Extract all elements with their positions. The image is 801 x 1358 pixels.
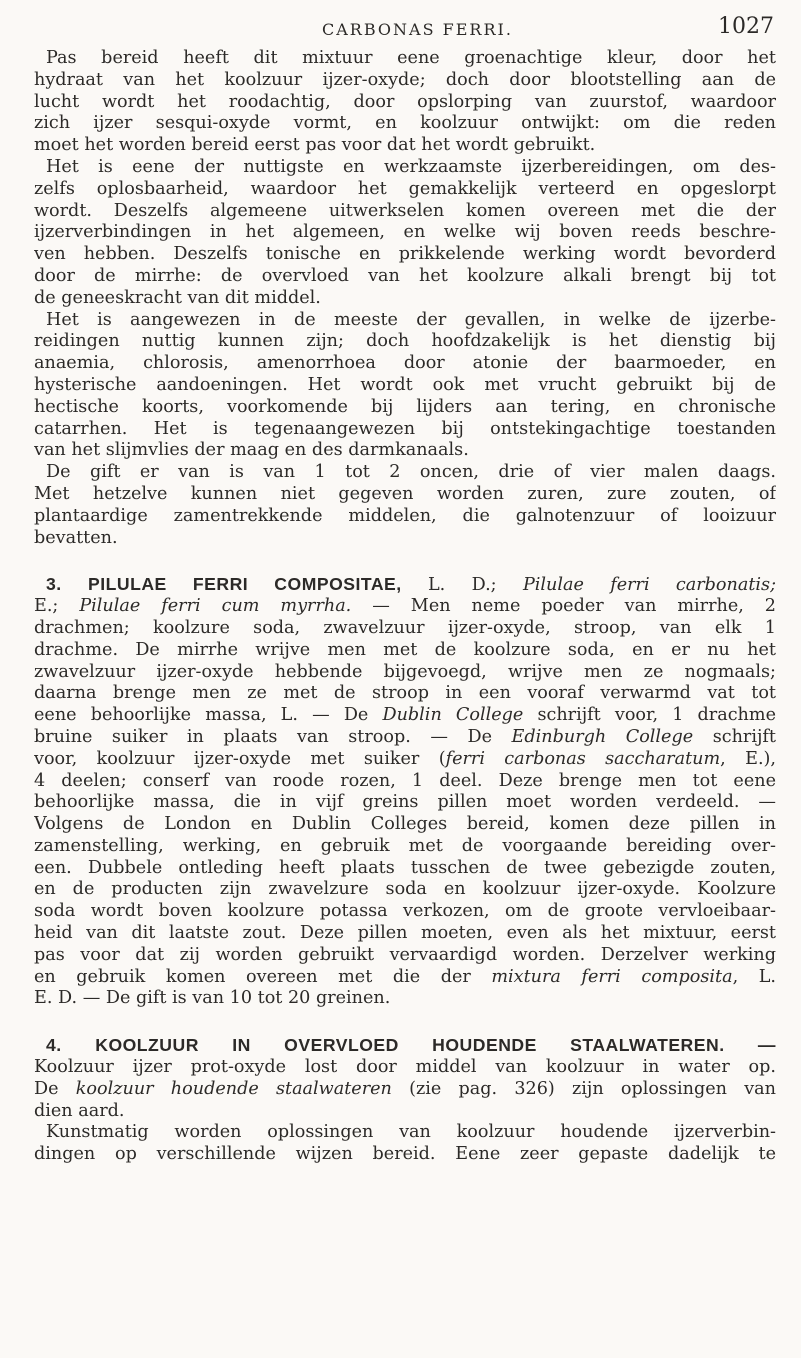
text-line [34, 967, 776, 989]
text-run: , E.), [720, 748, 776, 769]
text-line: hydraat van het koolzuur ijzer-oxyde; doch door blootstelling aan de [34, 69, 776, 90]
paragraph [34, 157, 776, 310]
text-line: E. D. — De gift is van 10 tot 20 greinen. [34, 988, 391, 1009]
book-page [34, 14, 776, 1344]
text-line: moet het worden bereid eerst pas voor dat het wordt gebruikt. [34, 135, 596, 156]
latin-name: mixtura ferri composita [491, 966, 733, 987]
text-line: heid van dit laatste zout. Deze pillen moeten, even als het mixtuur, eerst [34, 923, 776, 944]
section-number: 3. [46, 574, 62, 595]
text-line: zich ijzer sesqui-oxyde vormt, en koolzuur ontwijkt: om die reden [34, 113, 776, 134]
text-line: lucht wordt het roodachtig, door opslorping van zuurstof, waardoor [34, 91, 776, 112]
section-title: PILULAE FERRI COMPOSITAE, [88, 574, 402, 595]
text-line: anaemia, chlorosis, amenorrhoea door atonie der baarmoeder, en [34, 353, 776, 374]
text-line: hysterische aandoeningen. Het wordt ook met vrucht gebruikt bij de [34, 374, 776, 395]
text-line [34, 705, 776, 727]
section-heading-line [34, 574, 776, 596]
section-heading-line [34, 1035, 776, 1057]
section-title: KOOLZUUR IN OVERVLOED HOUDENDE STAALWATEREN. — [95, 1035, 776, 1056]
pharmacopoeia-source: E.; [34, 596, 59, 617]
paragraph [34, 462, 776, 549]
text-line: van het slijmvlies der maag en des darmkanaals. [34, 440, 469, 461]
pharmacopoeia-source: L. D.; [428, 575, 497, 596]
text-run: voor, koolzuur ijzer-oxyde met suiker ( [34, 748, 446, 769]
paragraph [34, 48, 776, 157]
text-run: schrijft [712, 726, 776, 747]
text-line: drachme. De mirrhe wrijve men met de koolzure soda, en er nu het [34, 639, 776, 660]
text-line: pas voor dat zij worden gebruikt vervaardigd worden. Derzelver werking [34, 944, 776, 965]
text-run: en gebruik komen overeen met die der [34, 966, 471, 987]
alternative-name: Pilulae ferri cum myrrha. [79, 596, 352, 617]
text-line: zwavelzuur ijzer-oxyde hebbende bijgevoegd, wrijve men ze nogmaals; [34, 661, 776, 682]
running-head [34, 14, 776, 48]
latin-name: ferri carbonas saccharatum [445, 748, 721, 769]
text-line: plantaardige zamentrekkende middelen, die galnotenzuur of looizuur [34, 505, 776, 526]
text-line: behoorlijke massa, die in vijf greins pillen moet worden verdeeld. — [34, 792, 776, 813]
section-number: 4. [46, 1035, 62, 1056]
section-pilulae-ferri-compositae [34, 574, 776, 1010]
text-line: dingen op verschillende wijzen bereid. Eene zeer gepaste dadelijk te [34, 1144, 776, 1165]
text-run: bruine suiker in plaats van stroop. — De [34, 726, 492, 747]
text-line [34, 1079, 776, 1101]
college-name: Edinburgh College [511, 726, 694, 747]
text-line: soda wordt boven koolzure potassa verkozen, om de groote vervloeibaar- [34, 901, 776, 922]
text-line: zamenstelling, werking, en gebruik met de voorgaande bereiding over- [34, 835, 776, 856]
text-line: De gift er van is van 1 tot 2 oncen, drie of vier malen daags. [46, 462, 776, 483]
text-line: 4 deelen; conserf van roode rozen, 1 deel. Deze brenge men tot eene [34, 770, 776, 791]
text-line: de geneeskracht van dit middel. [34, 287, 321, 308]
text-line: bevatten. [34, 527, 118, 548]
text-line: een. Dubbele ontleding heeft plaats tusschen de twee gebezigde zouten, [34, 857, 776, 878]
text-line: Pas bereid heeft dit mixtuur eene groenachtige kleur, door het [46, 48, 776, 68]
page-number: 1027 [718, 14, 774, 39]
text-line [34, 596, 776, 618]
alternative-name: Pilulae ferri carbonatis; [522, 575, 776, 596]
section-koolzuur-staalwateren [34, 1035, 776, 1166]
text-run: , L. [732, 966, 776, 987]
text-line: Het is eene der nuttigste en werkzaamste ijzerbereidingen, om des- [46, 156, 776, 177]
text-line: zelfs oplosbaarheid, waardoor het gemakkelijk verteerd en opgeslorpt [34, 178, 776, 199]
text-line: ijzerverbindingen in het algemeen, en welke wij boven reeds beschre- [34, 222, 776, 243]
text-line: door de mirrhe: de overvloed van het koolzure alkali brengt bij tot [34, 265, 776, 286]
text-line [34, 749, 776, 771]
running-title: CARBONAS FERRI. [322, 20, 513, 39]
paragraph [34, 310, 776, 463]
text-line: en de producten zijn zwavelzure soda en koolzuur ijzer-oxyde. Koolzure [34, 879, 776, 900]
text-line: Met hetzelve kunnen niet gegeven worden zuren, zure zouten, of [34, 483, 776, 504]
text-line [34, 727, 776, 749]
text-run: schrijft voor, 1 drachme [537, 705, 776, 726]
text-line: reidingen nuttig kunnen zijn; doch hoofdzakelijk is het dienstig bij [34, 331, 776, 352]
text-run: eene behoorlijke massa, L. — De [34, 705, 369, 726]
text-line: Kunstmatig worden oplossingen van koolzuur houdende ijzerverbin- [46, 1122, 776, 1143]
text-line: ven hebben. Deszelfs tonische en prikkelende werking wordt bevorderd [34, 244, 776, 265]
text-run: (zie pag. 326) zijn oplossingen van [409, 1078, 776, 1099]
text-line: daarna brenge men ze met de stroop in een vooraf verwarmd vat tot [34, 683, 776, 704]
text-line: Het is aangewezen in de meeste der gevallen, in welke de ijzerbe- [46, 309, 776, 330]
text-line: hectische koorts, voorkomende bij lijders aan tering, en chronische [34, 396, 776, 417]
text-run: De [34, 1078, 59, 1099]
text-line: wordt. Deszelfs algemeene uitwerkselen komen overeen met die der [34, 200, 776, 221]
text-run: — Men neme poeder van mirrhe, 2 [372, 596, 776, 617]
section-spacer [34, 1010, 776, 1035]
text-line: catarrhen. Het is tegenaangewezen bij ontstekingachtige toestanden [34, 418, 776, 439]
text-line: dien aard. [34, 1100, 125, 1121]
text-line: drachmen; koolzure soda, zwavelzuur ijzer-oxyde, stroop, van elk 1 [34, 617, 776, 638]
text-line: Koolzuur ijzer prot-oxyde lost door middel van koolzuur in water op. [34, 1057, 776, 1078]
italic-phrase: koolzuur houdende staalwateren [75, 1078, 392, 1099]
college-name: Dublin College [382, 705, 524, 726]
section-spacer [34, 549, 776, 574]
text-line: Volgens de London en Dublin Colleges bereid, komen deze pillen in [34, 814, 776, 835]
